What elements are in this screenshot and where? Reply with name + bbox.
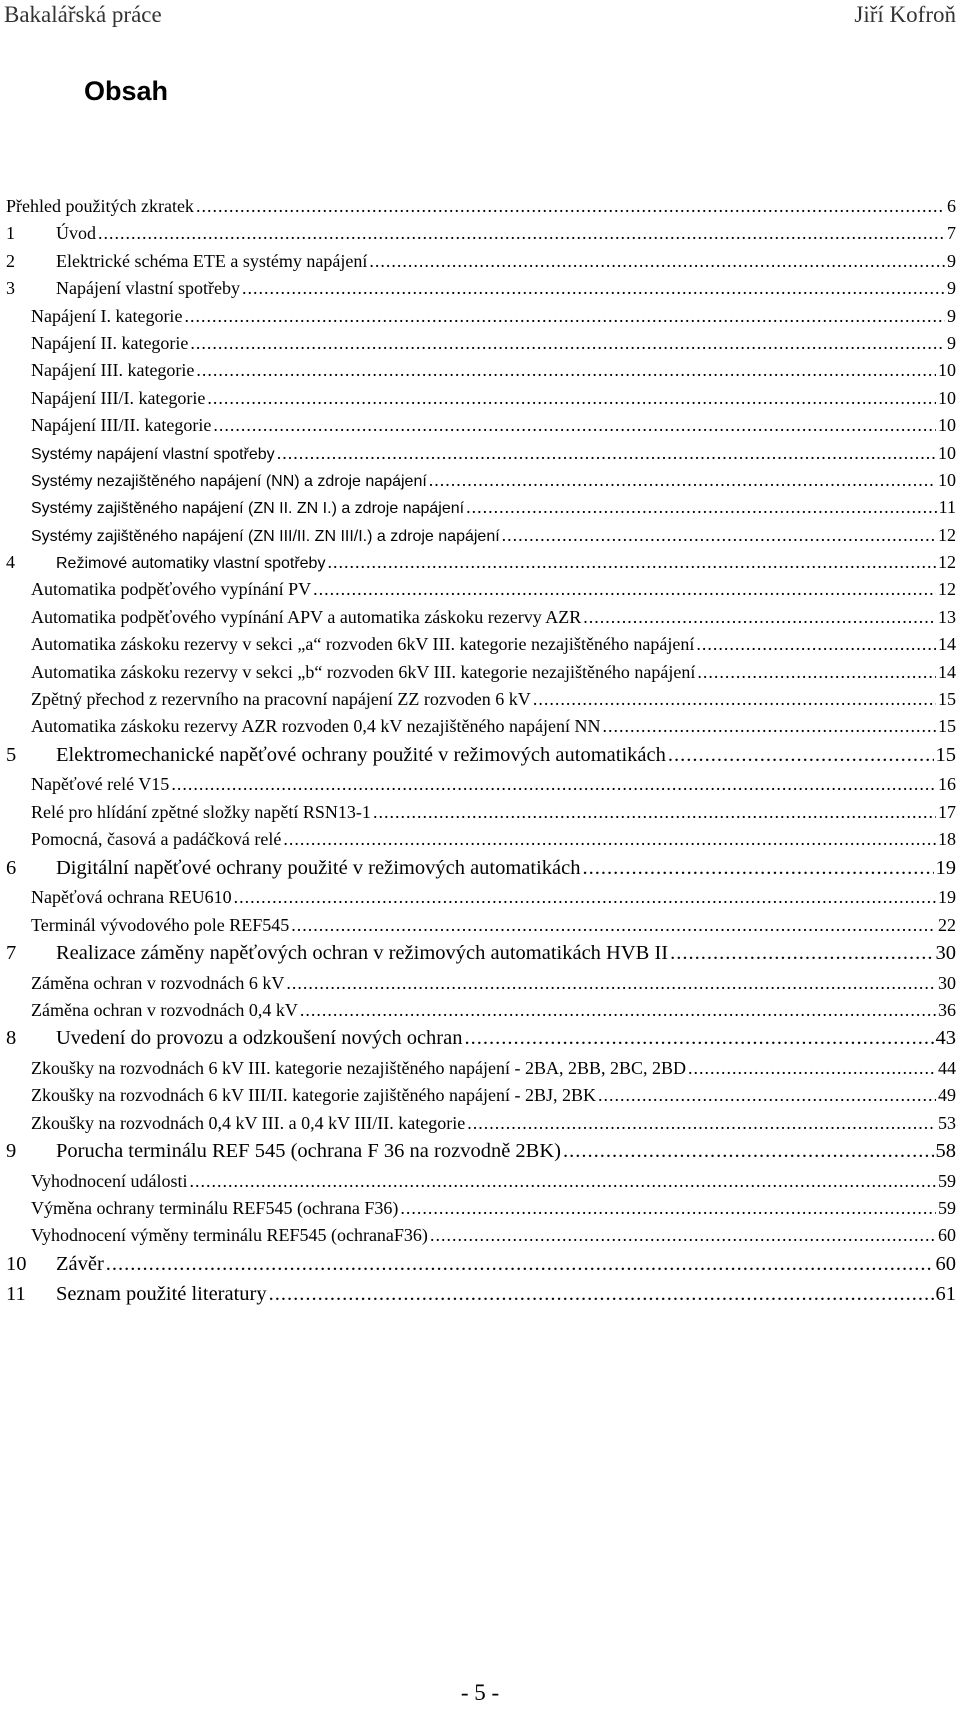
- toc-leader-dots: [696, 634, 936, 655]
- toc-entry[interactable]: [6, 1085, 956, 1112]
- toc-entry-page: 14: [938, 661, 956, 682]
- toc-entry-title: Elektrické schéma ETE a systémy napájení: [56, 250, 368, 271]
- toc-entry[interactable]: [6, 689, 956, 716]
- toc-entry-title: Výměna ochrany terminálu REF545 (ochrana F36): [31, 1198, 399, 1219]
- toc-entry-page: 7: [947, 223, 956, 244]
- toc-entry[interactable]: [6, 607, 956, 634]
- toc-entry-page: 13: [938, 606, 956, 627]
- toc-entry-page: 49: [938, 1085, 956, 1106]
- toc-entry[interactable]: [6, 251, 956, 278]
- toc-entry-page: 15: [938, 716, 956, 737]
- toc-entry-title: Automatika záskoku rezervy v sekci „b“ rozvoden 6kV III. kategorie nezajištěného napájení: [31, 661, 696, 682]
- toc-entry-title: Zkoušky na rozvodnách 0,4 kV III. a 0,4 kV III/II. kategorie: [31, 1112, 466, 1133]
- toc-entry-page: 60: [935, 1252, 956, 1275]
- toc-entry[interactable]: [6, 497, 956, 524]
- toc-entry[interactable]: [6, 1198, 956, 1225]
- toc-entry-title: Porucha terminálu REF 545 (ochrana F 36 na rozvodně 2BK): [56, 1140, 561, 1163]
- toc-leader-dots: [373, 802, 936, 823]
- toc-leader-dots: [190, 333, 945, 354]
- toc-entry-title: Systémy napájení vlastní spotřeby: [31, 445, 275, 463]
- toc-leader-dots: [464, 1027, 933, 1050]
- toc-entry-page: 60: [938, 1225, 956, 1246]
- toc-entry[interactable]: [6, 1283, 956, 1314]
- toc-entry-title: Úvod: [56, 223, 96, 244]
- toc-entry-title: Digitální napěťové ochrany použité v režimových automatikách: [56, 856, 581, 879]
- toc-entry-page: 17: [938, 801, 956, 822]
- toc-entry-title: Vyhodnocení výměny terminálu REF545 (ochranaF36): [31, 1225, 428, 1246]
- toc-entry[interactable]: [6, 443, 956, 470]
- toc-entry[interactable]: [6, 1000, 956, 1027]
- toc-entry-page: 10: [938, 469, 956, 490]
- toc-leader-dots: [277, 443, 936, 464]
- toc-entry-title: Záměna ochran v rozvodnách 0,4 kV: [31, 999, 298, 1020]
- toc-leader-dots: [467, 1113, 936, 1134]
- toc-entry-page: 30: [938, 972, 956, 993]
- toc-leader-dots: [189, 1171, 936, 1192]
- toc-entry-number: 4: [6, 552, 15, 573]
- toc-entry-number: 9: [6, 1140, 17, 1163]
- page-title: Obsah: [84, 76, 169, 106]
- toc-entry-page: 61: [935, 1283, 956, 1306]
- toc-leader-dots: [369, 251, 945, 272]
- toc-entry[interactable]: [6, 857, 956, 888]
- toc-entry-page: 10: [938, 442, 956, 463]
- toc-entry-page: 59: [938, 1198, 956, 1219]
- toc-entry-page: 19: [938, 887, 956, 908]
- toc-leader-dots: [697, 662, 936, 683]
- toc-entry[interactable]: [6, 1140, 956, 1171]
- toc-entry[interactable]: [6, 360, 956, 387]
- toc-leader-dots: [207, 388, 936, 409]
- toc-entry-page: 10: [938, 387, 956, 408]
- toc-entry[interactable]: [6, 634, 956, 661]
- toc-leader-dots: [603, 716, 937, 737]
- toc-entry-page: 30: [935, 941, 956, 964]
- toc-entry-page: 44: [938, 1057, 956, 1078]
- toc-leader-dots: [583, 857, 934, 880]
- toc-entry-title: Automatika záskoku rezervy AZR rozvoden 0,4 kV nezajištěného napájení NN: [31, 716, 601, 737]
- toc-entry-page: 53: [938, 1112, 956, 1133]
- toc-entry-number: 6: [6, 856, 17, 879]
- toc-leader-dots: [242, 278, 945, 299]
- toc-entry-title: Systémy zajištěného napájení (ZN III/II. ZN III/I.) a zdroje napájení: [31, 527, 500, 545]
- toc-entry[interactable]: [6, 744, 956, 775]
- toc-entry-page: 12: [938, 524, 956, 545]
- toc-entry-page: 36: [938, 999, 956, 1020]
- toc-entry-page: 19: [935, 856, 956, 879]
- toc-entry-number: 5: [6, 743, 17, 766]
- toc-leader-dots: [300, 1000, 936, 1021]
- toc-entry[interactable]: [6, 973, 956, 1000]
- toc-entry-number: 11: [6, 1283, 26, 1306]
- toc-entry-title: Pomocná, časová a padáčková relé: [31, 829, 282, 850]
- toc-entry-title: Systémy nezajištěného napájení (NN) a zdroje napájení: [31, 472, 427, 490]
- toc-entry[interactable]: [6, 887, 956, 914]
- toc-entry[interactable]: [6, 1113, 956, 1140]
- toc-entry-page: 9: [947, 250, 956, 271]
- toc-leader-dots: [106, 1253, 934, 1276]
- toc-leader-dots: [283, 829, 936, 850]
- toc-entry-page: 11: [938, 497, 956, 518]
- toc-leader-dots: [583, 607, 936, 628]
- toc-entry-page: 10: [938, 360, 956, 381]
- table-of-contents: [6, 196, 956, 1314]
- toc-entry-title: Uvedení do provozu a odzkoušení nových ochran: [56, 1027, 463, 1050]
- toc-entry-number: 2: [6, 250, 15, 271]
- toc-entry-title: Režimové automatiky vlastní spotřeby: [56, 555, 326, 573]
- toc-entry-page: 9: [947, 332, 956, 353]
- toc-entry[interactable]: [6, 388, 956, 415]
- toc-entry-number: 8: [6, 1027, 17, 1050]
- toc-leader-dots: [286, 973, 936, 994]
- header-author: Jiří Kofroň: [854, 2, 956, 27]
- toc-entry[interactable]: [6, 1171, 956, 1198]
- toc-entry[interactable]: [6, 915, 956, 942]
- toc-entry-page: 9: [947, 278, 956, 299]
- toc-entry-title: Napájení III/II. kategorie: [31, 415, 212, 436]
- toc-entry-page: 14: [938, 634, 956, 655]
- toc-entry-title: Elektromechanické napěťové ochrany použité v režimových automatikách: [56, 743, 666, 766]
- toc-entry[interactable]: [6, 552, 956, 579]
- toc-leader-dots: [184, 306, 945, 327]
- toc-leader-dots: [313, 579, 936, 600]
- toc-leader-dots: [430, 1225, 936, 1246]
- toc-entry-title: Automatika záskoku rezervy v sekci „a“ rozvoden 6kV III. kategorie nezajištěného napájení: [31, 634, 695, 655]
- toc-leader-dots: [670, 942, 933, 965]
- toc-entry[interactable]: [6, 525, 956, 552]
- toc-entry[interactable]: [6, 196, 956, 223]
- toc-entry-page: 18: [938, 829, 956, 850]
- toc-entry-title: Přehled použitých zkratek: [6, 196, 194, 216]
- toc-entry-title: Systémy zajištěného napájení (ZN II. ZN I.) a zdroje napájení: [31, 500, 465, 518]
- toc-leader-dots: [98, 223, 945, 244]
- toc-entry-title: Seznam použité literatury: [56, 1283, 267, 1306]
- toc-leader-dots: [668, 744, 934, 767]
- toc-entry-title: Napájení III. kategorie: [31, 360, 195, 381]
- toc-entry-number: 1: [6, 223, 15, 244]
- toc-entry-title: Zkoušky na rozvodnách 6 kV III. kategorie nezajištěného napájení - 2BA, 2BB, 2BC, 2BD: [31, 1057, 687, 1078]
- toc-entry[interactable]: [6, 1058, 956, 1085]
- toc-leader-dots: [429, 470, 936, 491]
- toc-entry-page: 59: [938, 1170, 956, 1191]
- toc-entry[interactable]: [6, 662, 956, 689]
- toc-leader-dots: [171, 774, 936, 795]
- toc-entry-page: 12: [938, 552, 956, 573]
- toc-entry-title: Zpětný přechod z rezervního na pracovní napájení ZZ rozvoden 6 kV: [31, 689, 531, 710]
- toc-entry-title: Napájení vlastní spotřeby: [56, 278, 240, 299]
- toc-leader-dots: [234, 887, 936, 908]
- toc-entry-number: 10: [6, 1252, 27, 1275]
- toc-entry-title: Napěťové relé V15: [31, 774, 170, 795]
- toc-entry[interactable]: [6, 579, 956, 606]
- toc-entry-title: Napěťová ochrana REU610: [31, 887, 232, 908]
- toc-leader-dots: [466, 497, 937, 518]
- page-header: [0, 0, 960, 32]
- toc-entry[interactable]: [6, 829, 956, 856]
- toc-entry[interactable]: [6, 774, 956, 801]
- toc-entry-page: 43: [935, 1027, 956, 1050]
- toc-entry[interactable]: [6, 716, 956, 743]
- toc-entry-page: 16: [938, 774, 956, 795]
- header-thesis-type: Bakalářská práce: [4, 2, 162, 27]
- toc-entry-title: Zkoušky na rozvodnách 6 kV III/II. kategorie zajištěného napájení - 2BJ, 2BK: [31, 1085, 597, 1106]
- toc-leader-dots: [269, 1283, 934, 1306]
- toc-entry-page: 9: [947, 305, 956, 326]
- toc-entry-page: 15: [935, 743, 956, 766]
- toc-entry-title: Závěr: [56, 1252, 104, 1275]
- toc-entry-title: Vyhodnocení události: [31, 1170, 188, 1191]
- toc-entry[interactable]: [6, 1027, 956, 1058]
- toc-leader-dots: [563, 1140, 934, 1163]
- toc-leader-dots: [327, 552, 936, 573]
- toc-entry-page: 10: [938, 415, 956, 436]
- toc-entry-title: Automatika podpěťového vypínání PV: [31, 579, 312, 600]
- toc-leader-dots: [196, 360, 936, 381]
- toc-leader-dots: [533, 689, 936, 710]
- toc-entry-page: 15: [938, 689, 956, 710]
- toc-entry-title: Záměna ochran v rozvodnách 6 kV: [31, 972, 285, 993]
- toc-entry-title: Napájení I. kategorie: [31, 305, 183, 326]
- toc-entry-title: Realizace záměny napěťových ochran v režimových automatikách HVB II: [56, 941, 669, 964]
- toc-leader-dots: [400, 1198, 936, 1219]
- toc-entry-page: 12: [938, 579, 956, 600]
- toc-leader-dots: [688, 1058, 936, 1079]
- toc-leader-dots: [213, 415, 936, 436]
- toc-entry[interactable]: [6, 278, 956, 305]
- toc-entry[interactable]: [6, 333, 956, 360]
- toc-entry[interactable]: [6, 942, 956, 973]
- toc-entry-title: Terminál vývodového pole REF545: [31, 914, 290, 935]
- toc-entry-page: 22: [938, 914, 956, 935]
- toc-entry[interactable]: [6, 470, 956, 497]
- toc-entry[interactable]: [6, 802, 956, 829]
- toc-entry-title: Napájení II. kategorie: [31, 332, 189, 353]
- toc-leader-dots: [196, 196, 945, 217]
- toc-leader-dots: [291, 915, 936, 936]
- page-number: - 5 -: [460, 1680, 500, 1705]
- toc-entry-title: Relé pro hlídání zpětné složky napětí RSN13-1: [31, 801, 371, 822]
- toc-entry-number: 3: [6, 278, 15, 299]
- toc-entry[interactable]: [6, 1225, 956, 1252]
- toc-entry[interactable]: [6, 415, 956, 442]
- toc-entry-page: 6: [947, 196, 956, 216]
- toc-entry-page: 58: [935, 1140, 956, 1163]
- toc-entry-title: Automatika podpěťového vypínání APV a automatika záskoku rezervy AZR: [31, 606, 582, 627]
- toc-entry-number: 7: [6, 941, 17, 964]
- toc-entry[interactable]: [6, 306, 956, 333]
- toc-entry[interactable]: [6, 1253, 956, 1284]
- toc-leader-dots: [502, 525, 936, 546]
- toc-entry-title: Napájení III/I. kategorie: [31, 387, 206, 408]
- toc-leader-dots: [598, 1085, 936, 1106]
- toc-entry[interactable]: [6, 223, 956, 250]
